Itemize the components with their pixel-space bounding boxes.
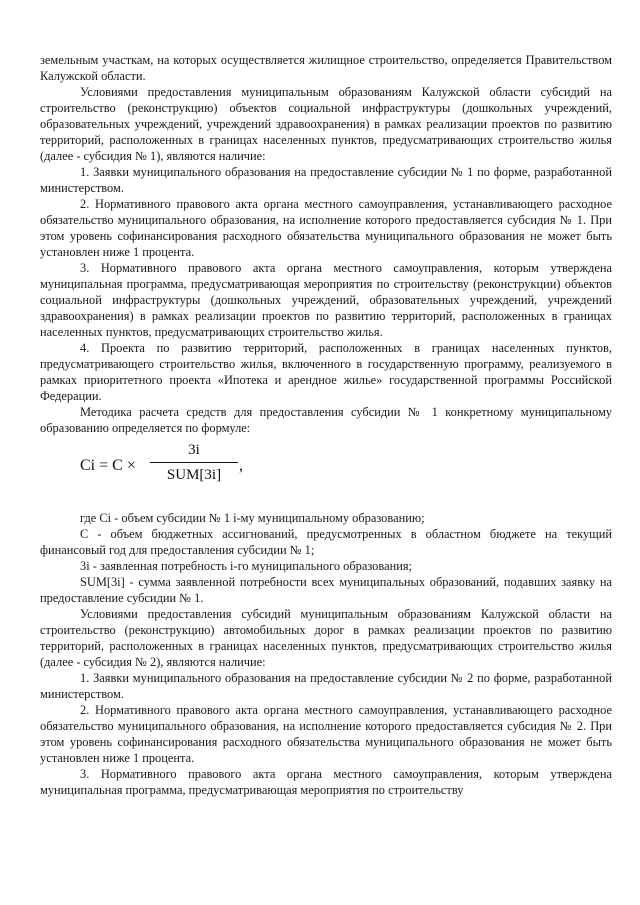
paragraph: 3. Нормативного правового акта органа местного самоуправления, которым утверждена муниципальная программа, предусматривающая мероприятия по строительству: [40, 767, 612, 797]
paragraph: Условиями предоставления субсидий муниципальным образованиям Калужской области на строительство (реконструкцию) автомобильных дорог в рамках реализации проектов по развитию территорий, расположенных в границах населенных пунктов, предусматривающих строительство жилья (далее - субсидия № 2), являются наличие:: [40, 607, 612, 669]
paragraph: Условиями предоставления муниципальным образованиям Калужской области субсидий на строительство (реконструкцию) объектов социальной инфраструктуры (дошкольных учреждений, образовательных учреждений, учреждений здравоохранения) в рамках реализации проектов по развитию территорий, расположенных в границах населенных пунктов, предусматривающих строительство жилья (далее - субсидия № 1), являются наличие:: [40, 85, 612, 163]
paragraph: SUM[3i] - сумма заявленной потребности всех муниципальных образований, подавших заявку на предоставление субсидии № 1.: [40, 575, 612, 605]
formula-trail: ,: [239, 457, 243, 474]
document-text-top: [40, 52, 612, 436]
paragraph: 1. Заявки муниципального образования на предоставление субсидии № 1 по форме, разработанной министерством.: [40, 165, 612, 195]
paragraph: земельным участкам, на которых осуществляется жилищное строительство, определяется Правительством Калужской области.: [40, 53, 612, 83]
paragraph: Методика расчета средств для предоставления субсидии № 1 конкретному муниципальному образованию определяется по формуле:: [40, 405, 612, 435]
paragraph: C - объем бюджетных ассигнований, предусмотренных в областном бюджете на текущий финансовый год для предоставления субсидии № 1;: [40, 527, 612, 557]
formula-lhs: Ci = C ×: [80, 457, 136, 474]
formula-denominator: SUM[3i]: [166, 467, 222, 483]
document-text-bottom: [40, 510, 612, 798]
paragraph: 3i - заявленная потребность i-го муниципального образования;: [80, 559, 412, 573]
formula-numerator: 3i: [188, 442, 200, 458]
paragraph: 3. Нормативного правового акта органа местного самоуправления, которым утверждена муниципальная программа, предусматривающая мероприятия по строительству (реконструкции) объектов социальной инфраструктуры (дошкольных учреждений, образовательных учреждений, учреждений здравоохранения) в рамках реализации проектов по развитию территорий, расположенных в границах населенных пунктов, предусматривающих строительство жилья.: [40, 261, 612, 339]
paragraph: 2. Нормативного правового акта органа местного самоуправления, устанавливающего расходное обязательство муниципального образования, на исполнение которого предоставляется субсидия № 2. При этом уровень софинансирования расходного обязательства муниципального образования не может быть установлен ниже 1 процента.: [40, 703, 612, 765]
paragraph: где Ci - объем субсидии № 1 i-му муниципальному образованию;: [80, 511, 425, 525]
paragraph: 4. Проекта по развитию территорий, расположенных в границах населенных пунктов, предусматривающего строительство жилья, включенного в государственную программу, реализуемого в рамках приоритетного проекта «Ипотека и арендное жилье» государственной программы Российской Федерации.: [40, 341, 612, 403]
document-page: [40, 52, 612, 798]
formula-fraction: [150, 439, 238, 486]
fraction-bar: [150, 462, 238, 463]
paragraph: 1. Заявки муниципального образования на предоставление субсидии № 2 по форме, разработанной министерством.: [40, 671, 612, 701]
paragraph: 2. Нормативного правового акта органа местного самоуправления, устанавливающего расходное обязательство муниципального образования, на исполнение которого предоставляется субсидия № 1. При этом уровень софинансирования расходного обязательства муниципального образования не может быть установлен ниже 1 процента.: [40, 197, 612, 259]
subsidy-formula: [40, 436, 612, 510]
